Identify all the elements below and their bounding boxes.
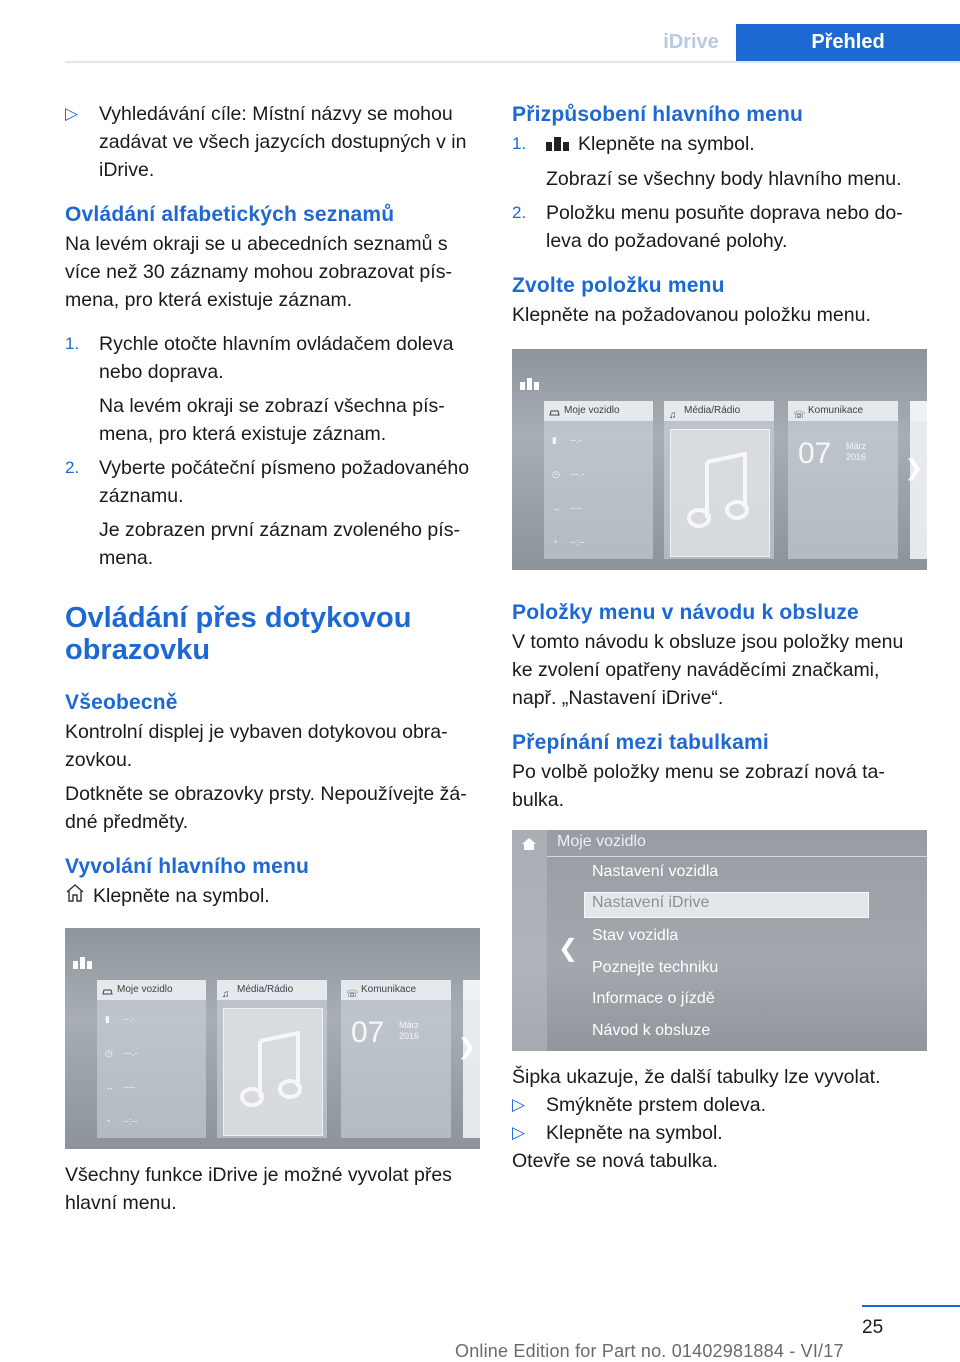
custom-step-2 [512, 199, 927, 255]
custom-step-1-number: 1. [512, 134, 527, 153]
fuel-icon: ▮ [105, 1013, 110, 1024]
music-artwork [670, 429, 770, 557]
chevron-left-icon[interactable]: ❮ [558, 934, 579, 962]
submenu-title: Moje vozidlo [557, 832, 646, 850]
submenu-divider [547, 856, 927, 857]
car-icon [102, 985, 113, 995]
triangle-bullet-icon: ▷ [512, 1122, 526, 1142]
step-2-result: Je zobrazen první záznam zvoleného pís‐mena. [99, 519, 460, 569]
menu-icon [73, 956, 93, 968]
bullet-search-text: Vyhledávání cíle: Místní názvy se mohou zadávat ve všech jazycích dostupných v in iDrive. [99, 103, 467, 181]
submenu-screenshot [512, 830, 927, 1051]
para-call-main-menu [65, 882, 480, 911]
music-note-icon: ♫ [669, 409, 677, 421]
menu-tiles-icon [546, 131, 570, 159]
para-after-screenshot: Všechny funkce iDrive je možné vyvolat přes hlavní menu. [65, 1163, 452, 1214]
heading-alphabetic-lists: Ovládání alfabetických seznamů [65, 203, 395, 226]
fuel-icon: ▮ [552, 434, 557, 445]
para-general-1: Kontrolní displej je vybaven dotykovou obra‐zovkou. [65, 721, 448, 771]
date-day: 07 [798, 436, 832, 470]
custom-step-2-number: 2. [512, 202, 527, 222]
range-icon: ↔ [105, 1081, 114, 1092]
step-1-text: Rychle otočte hlavním ovládačem doleva nebo doprava. [99, 333, 454, 383]
heading-touchscreen: Ovládání přes dotykovou obrazovku [65, 602, 412, 666]
heading-switch-tables: Přepínání mezi tabulkami [512, 730, 769, 754]
home-icon [65, 883, 85, 911]
heading-customize-menu: Přizpůsobení hlavního menu [512, 103, 804, 126]
clock-icon: ◔ [552, 536, 558, 547]
submenu-item-selected[interactable]: Nastavení iDrive [592, 893, 710, 911]
para-switch-tables: Po volbě položky menu se zobrazí nová ta‐bulka. [512, 760, 885, 811]
tile-media-radio[interactable] [217, 980, 327, 1138]
custom-step-1-result: Zobrazí se všechny body hlavního menu. [546, 167, 902, 190]
step-1 [65, 330, 480, 448]
range-icon: ↔ [552, 502, 561, 513]
car-icon [549, 406, 560, 416]
range-value: ---- [123, 1081, 135, 1092]
main-menu-screenshot-2 [512, 349, 927, 570]
menu-icon [520, 377, 540, 389]
step-1-result: Na levém okraji se zobrazí všechna pís‐mena, pro která existuje záznam. [99, 395, 445, 445]
time-value: --:-- [570, 536, 585, 547]
heading-general: Všeobecně [65, 691, 178, 714]
submenu-item[interactable]: Návod k obsluze [592, 1021, 711, 1039]
bullet-search [65, 100, 480, 184]
tile-media-label: Média/Rádio [684, 404, 741, 416]
tile-my-vehicle-label: Moje vozidlo [564, 404, 620, 416]
header-rule [65, 61, 960, 63]
header-chapter-label: Přehled [736, 24, 960, 61]
step-2 [65, 454, 480, 572]
submenu-item[interactable]: Stav vozidla [592, 926, 679, 944]
tile-my-vehicle[interactable] [97, 980, 206, 1138]
chevron-right-icon[interactable]: ❯ [457, 1033, 476, 1059]
left-column [65, 100, 480, 1217]
home-icon[interactable] [521, 837, 537, 856]
tile-my-vehicle-label: Moje vozidlo [117, 983, 173, 995]
custom-step-1-text: Klepněte na symbol. [578, 133, 755, 155]
submenu-item[interactable]: Poznejte techniku [592, 958, 719, 976]
date-day: 07 [351, 1015, 385, 1049]
gauge-icon: ◷ [105, 1047, 113, 1058]
step-1-number: 1. [65, 334, 80, 353]
time-value: --:-- [123, 1115, 138, 1126]
para-new-table: Otevře se nová tabulka. [512, 1149, 718, 1172]
right-column [512, 100, 927, 1175]
bullet-swipe-text: Smýkněte prstem doleva. [546, 1093, 767, 1116]
date-month-year: März 2016 [399, 1019, 420, 1041]
para-arrow: Šipka ukazuje, že další tabulky lze vyvolat. [512, 1065, 881, 1088]
phone-icon: ☏ [346, 988, 359, 1000]
tile-communication-label: Komunikace [808, 404, 864, 416]
fuel-value: --.- [123, 1013, 135, 1024]
para-call-text: Klepněte na symbol. [93, 885, 270, 907]
range-value: ---- [570, 502, 582, 513]
para-general-2: Dotkněte se obrazovky prsty. Nepoužívejte žá‐dné předměty. [65, 783, 467, 833]
gauge-value: ---.- [570, 468, 585, 479]
header-section-label: iDrive [663, 31, 719, 53]
gauge-icon: ◷ [552, 468, 560, 479]
step-2-text: Vyberte počáteční písmeno požadovaného záznamu. [99, 457, 470, 507]
heading-menu-items-manual: Položky menu v návodu k obsluze [512, 600, 859, 624]
triangle-bullet-icon: ▷ [512, 1094, 526, 1114]
fuel-value: --.- [570, 434, 582, 445]
date-month-year: März 2016 [846, 440, 867, 462]
clock-icon: ◔ [105, 1115, 111, 1126]
chevron-right-icon[interactable]: ❯ [904, 454, 923, 480]
phone-icon: ☏ [793, 409, 806, 421]
tile-communication[interactable] [788, 401, 898, 559]
edition-note: Online Edition for Part no. 01402981884 - VI/17 [455, 1341, 844, 1361]
footer-rule [862, 1305, 960, 1307]
gauge-value: ---.- [123, 1047, 138, 1058]
main-menu-screenshot [65, 928, 480, 1149]
para-select-menu-item: Klepněte na požadovanou položku menu. [512, 303, 871, 326]
tile-media-label: Média/Rádio [237, 983, 294, 995]
tile-communication[interactable] [341, 980, 451, 1138]
triangle-bullet-icon: ▷ [65, 104, 79, 123]
heading-select-menu-item: Zvolte položku menu [512, 273, 725, 297]
music-note-icon: ♫ [222, 988, 230, 1000]
submenu-item[interactable]: Informace o jízdě [592, 989, 715, 1007]
tile-communication-label: Komunikace [361, 983, 417, 995]
bullet-tap-text: Klepněte na symbol. [546, 1121, 723, 1144]
page-number: 25 [862, 1317, 884, 1338]
tile-media-radio[interactable] [664, 401, 774, 559]
submenu-item[interactable]: Nastavení vozidla [592, 862, 719, 880]
custom-step-2-text: Položku menu posuňte doprava nebo do‐leva do požadované polohy. [546, 201, 903, 252]
step-2-number: 2. [65, 458, 80, 477]
bullet-swipe [512, 1091, 927, 1119]
para-alphabetic-lists: Na levém okraji se u abecedních seznamů s více než 30 záznamy mohou zobrazovat pís‐mena, pro která existuje záznam. [65, 233, 452, 311]
music-artwork [223, 1008, 323, 1136]
bullet-tap [512, 1119, 927, 1147]
para-menu-items-manual: V tomto návodu k obsluze jsou položky menu ke zvolení opatřeny naváděcími značkami, např. „Nastavení iDrive“. [512, 630, 904, 709]
custom-step-1 [512, 130, 927, 193]
submenu-sidebar [512, 830, 547, 1051]
heading-call-main-menu: Vyvolání hlavního menu [65, 855, 310, 878]
tile-my-vehicle[interactable] [544, 401, 653, 559]
